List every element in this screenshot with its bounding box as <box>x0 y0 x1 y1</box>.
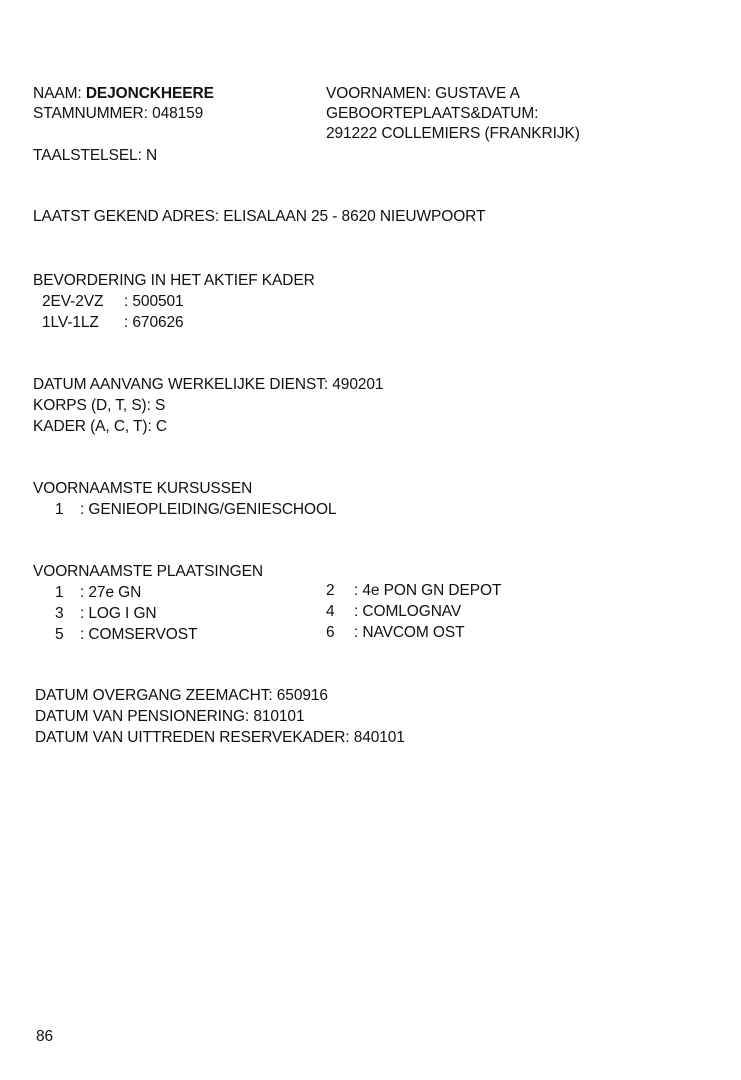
bevordering-date-1: : 500501 <box>124 293 184 310</box>
uittreden-reservekader: DATUM VAN UITTREDEN RESERVEKADER: 840101 <box>35 729 405 746</box>
plaatsing-text-1: : 27e GN <box>80 584 142 601</box>
plaatsing-num-6: 6 <box>326 624 335 641</box>
voornamen-line <box>326 84 520 103</box>
taalstelsel-line <box>33 146 157 165</box>
naam-label: NAAM: <box>33 85 82 102</box>
adres-value: ELISALAAN 25 - 8620 NIEUWPOORT <box>223 208 486 225</box>
kursussen-title: VOORNAAMSTE KURSUSSEN <box>33 480 253 497</box>
plaatsing-text-3: : LOG I GN <box>80 605 157 622</box>
plaatsing-num-1: 1 <box>55 584 64 601</box>
voornamen-label: VOORNAMEN: <box>326 85 431 102</box>
bevordering-rank-1: 2EV-2VZ <box>42 293 104 310</box>
plaatsing-num-2: 2 <box>326 582 335 599</box>
korps: KORPS (D, T, S): S <box>33 397 166 414</box>
stamnummer-label: STAMNUMMER: <box>33 105 148 122</box>
naam-value: DEJONCKHEERE <box>85 85 214 102</box>
adres-label: LAATST GEKEND ADRES: <box>33 208 220 225</box>
plaatsing-text-2: : 4e PON GN DEPOT <box>354 582 502 599</box>
overgang-zeemacht: DATUM OVERGANG ZEEMACHT: 650916 <box>35 687 328 704</box>
plaatsing-num-4: 4 <box>326 603 335 620</box>
aanvang-dienst: DATUM AANVANG WERKELIJKE DIENST: 490201 <box>33 376 384 393</box>
stamnummer-value: 048159 <box>152 105 204 122</box>
voornamen-value: GUSTAVE A <box>435 85 520 102</box>
bevordering-title: BEVORDERING IN HET AKTIEF KADER <box>33 272 315 289</box>
naam-line <box>33 84 214 103</box>
taalstelsel-label: TAALSTELSEL: <box>33 147 142 164</box>
adres-line <box>33 207 485 226</box>
plaatsing-text-6: : NAVCOM OST <box>354 624 465 641</box>
taalstelsel-value: N <box>146 147 158 164</box>
geboorte-label: GEBOORTEPLAATS&DATUM: <box>326 105 539 122</box>
plaatsing-num-5: 5 <box>55 626 64 643</box>
geboorte-value: 291222 COLLEMIERS (FRANKRIJK) <box>326 125 580 142</box>
kader: KADER (A, C, T): C <box>33 418 167 435</box>
pensionering: DATUM VAN PENSIONERING: 810101 <box>35 708 305 725</box>
bevordering-rank-2: 1LV-1LZ <box>42 314 99 331</box>
plaatsingen-title: VOORNAAMSTE PLAATSINGEN <box>33 563 263 580</box>
kursus-text-1: : GENIEOPLEIDING/GENIESCHOOL <box>80 501 337 518</box>
plaatsing-text-5: : COMSERVOST <box>80 626 198 643</box>
plaatsing-num-3: 3 <box>55 605 64 622</box>
kursus-num-1: 1 <box>55 501 64 518</box>
page-number: 86 <box>36 1028 54 1045</box>
plaatsing-text-4: : COMLOGNAV <box>354 603 462 620</box>
stamnummer-line <box>33 104 203 123</box>
bevordering-date-2: : 670626 <box>124 314 184 331</box>
